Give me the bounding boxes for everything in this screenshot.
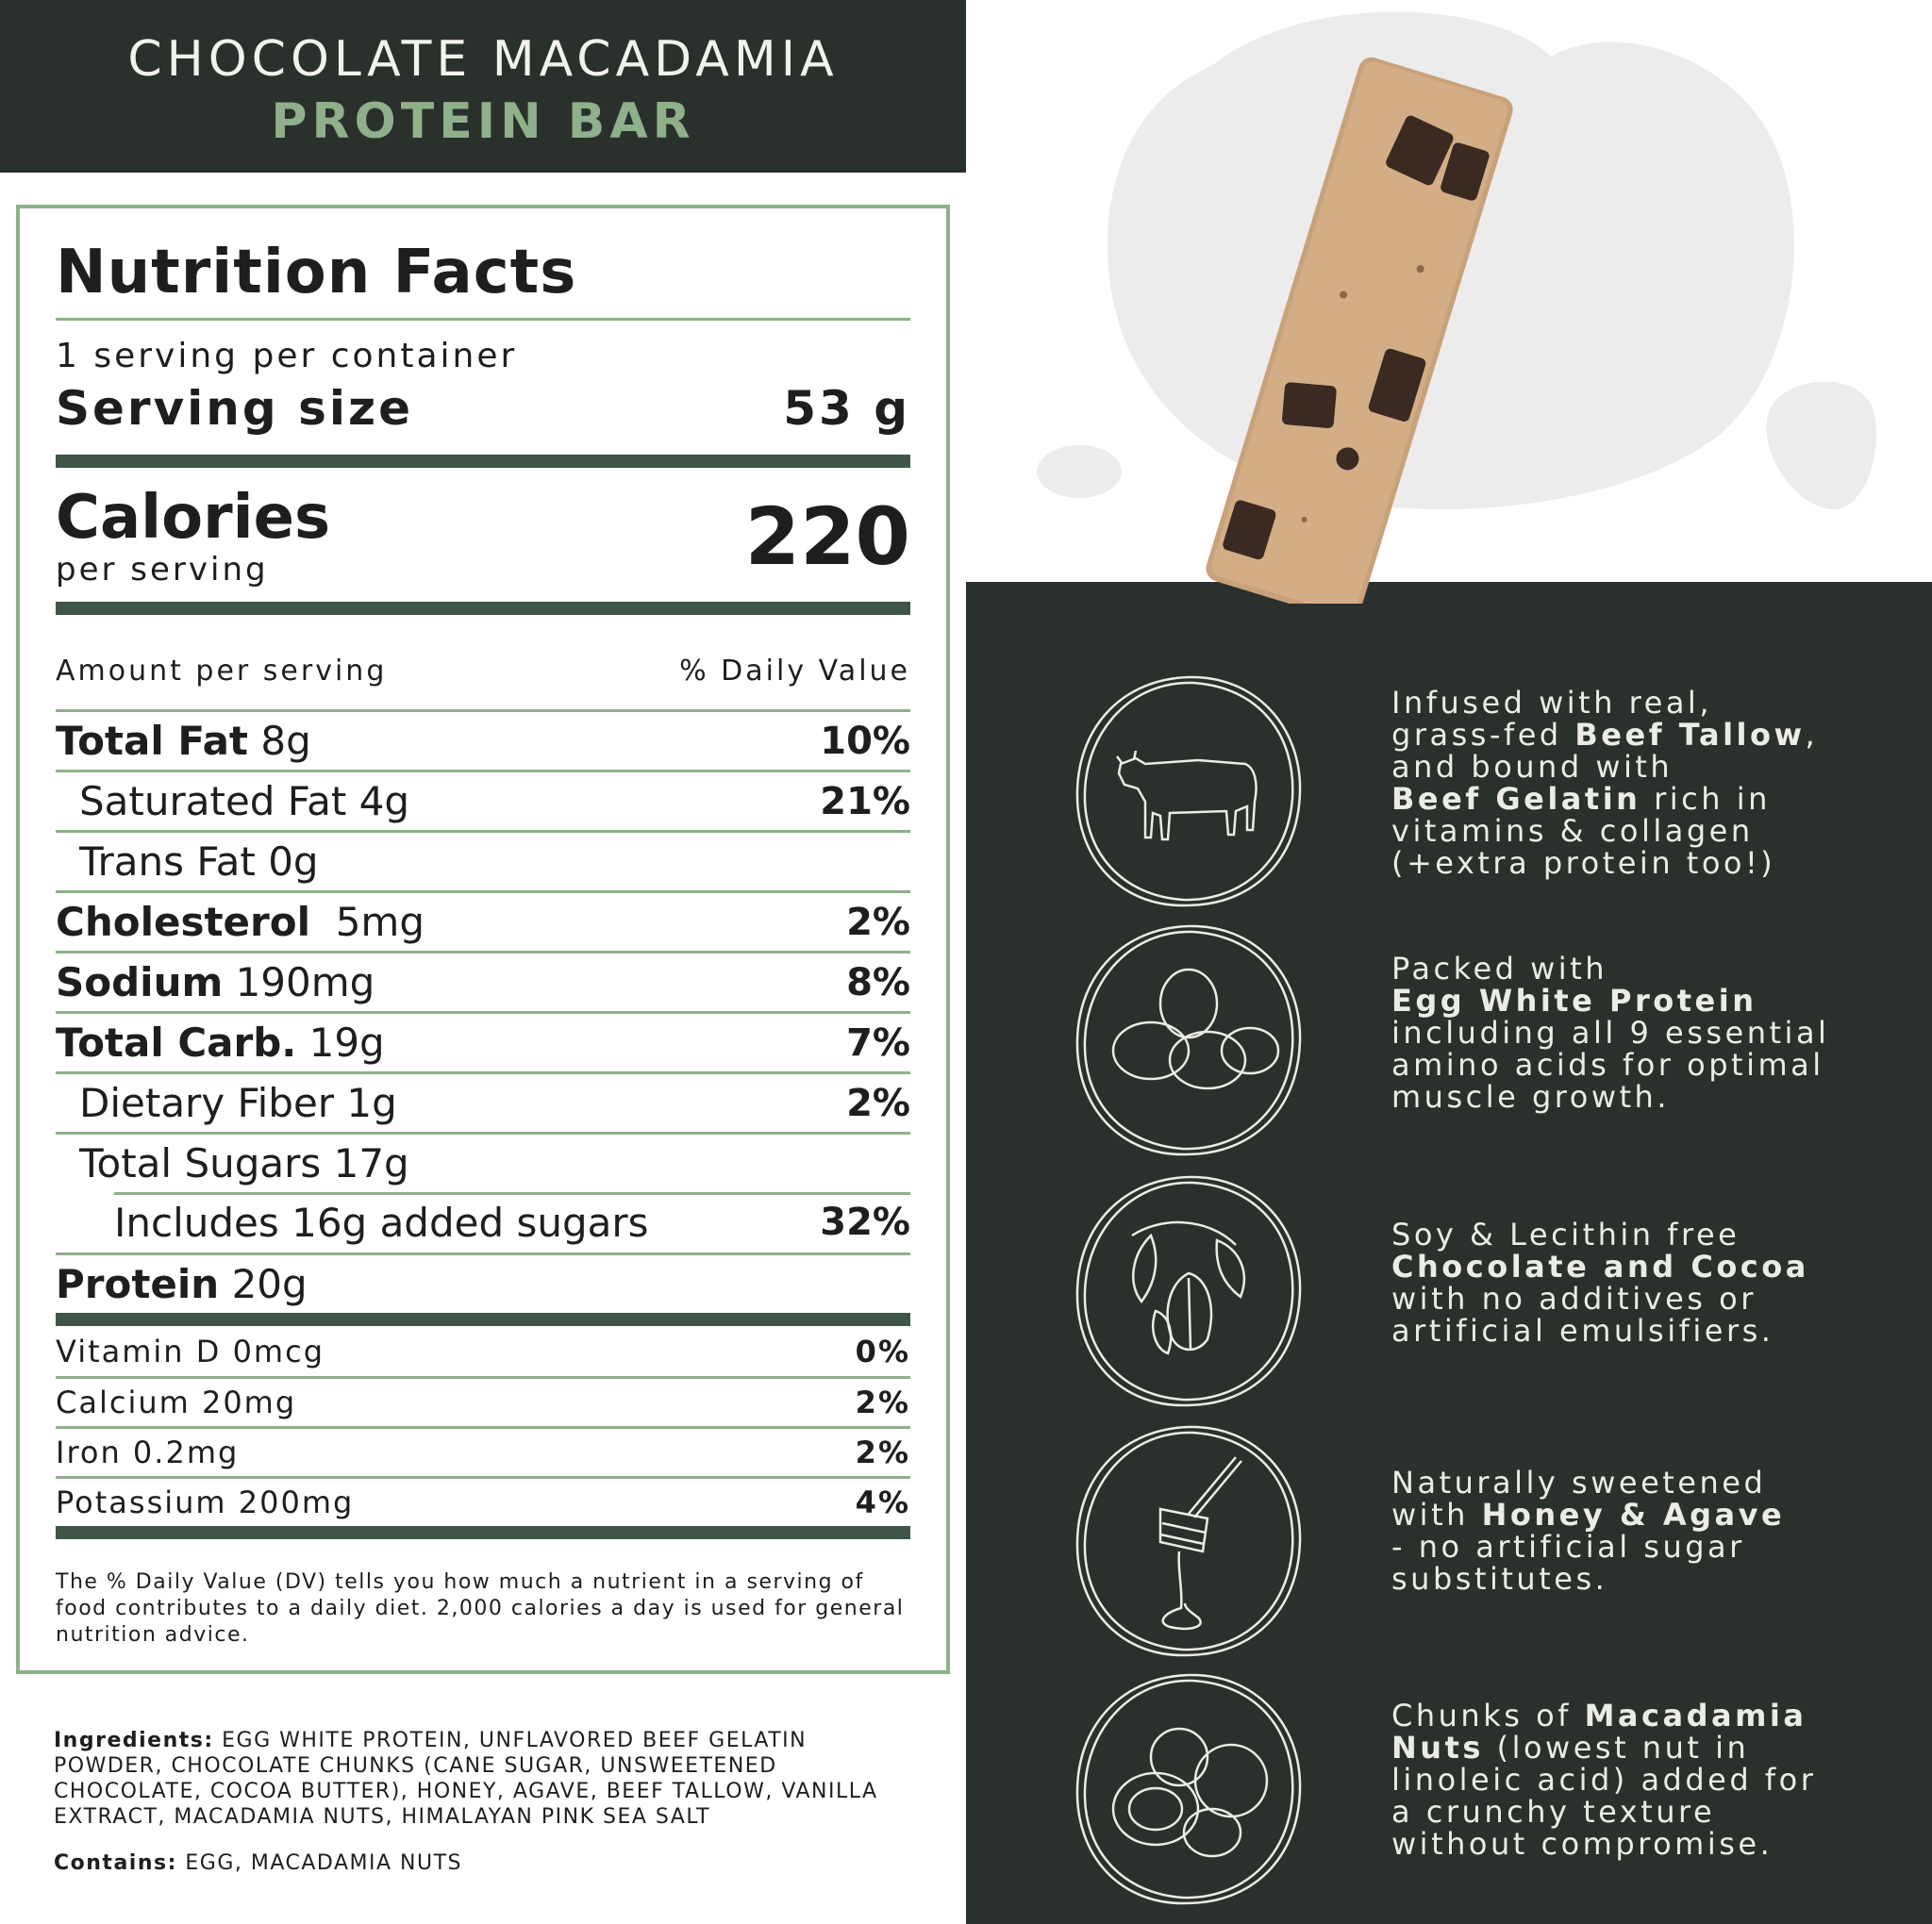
daily-value-footnote: The % Daily Value (DV) tells you how much a nutrient in a serving of food contributes to a daily diet. 2,000 calories a day is used for general nutrition advice. — [56, 1570, 905, 1647]
daily-value-header — [56, 615, 910, 709]
contains-text: EGG, MACADAMIA NUTS — [176, 1851, 463, 1875]
feature-line: and bound with — [1391, 749, 1674, 785]
macadamia-icon — [1066, 1667, 1311, 1913]
nutrient-row-cholesterol — [56, 890, 910, 951]
feature-line: without compromise. — [1391, 1826, 1774, 1862]
nutrient-dv: 7% — [846, 1020, 910, 1065]
vitamin-row — [56, 1476, 910, 1526]
nutrient-row-saturated-fat — [56, 770, 910, 830]
product-title: CHOCOLATE MACADAMIA — [127, 31, 839, 88]
ingredients-list — [54, 1728, 903, 1830]
cow-icon — [1066, 670, 1311, 915]
feature-line: vitamins & collagen — [1391, 813, 1754, 849]
nutrient-row-protein — [56, 1252, 910, 1313]
serving-size-value: 53 g — [783, 381, 910, 436]
feature-line: - no artificial sugar — [1391, 1529, 1745, 1565]
nutrient-amount: 19g — [296, 1020, 385, 1066]
feature-text-cocoa — [1391, 1219, 1901, 1347]
product-subtitle: PROTEIN BAR — [271, 93, 695, 150]
feature-line: Packed with — [1391, 951, 1608, 987]
nutrient-amount: 20g — [219, 1261, 308, 1307]
feature-line: linoleic acid) added for — [1391, 1762, 1817, 1798]
nutrient-amount: 5mg — [310, 899, 425, 945]
honey-dipper-icon — [1066, 1419, 1311, 1665]
calories-value: 220 — [744, 490, 910, 583]
allergen-contains — [54, 1850, 903, 1876]
title-banner — [0, 0, 966, 173]
serving-size-row — [56, 377, 910, 455]
serving-size-label: Serving size — [56, 381, 414, 436]
nutrient-name: Protein — [56, 1261, 220, 1307]
nutrient-dv: 32% — [820, 1201, 910, 1244]
vitamin-row — [56, 1326, 910, 1376]
feature-line: Infused with real, — [1391, 685, 1712, 721]
feature-line: with Honey & Agave — [1391, 1497, 1786, 1533]
nutrition-facts-panel — [16, 205, 950, 1674]
thick-divider — [56, 1526, 910, 1539]
vitamin-dv: 4% — [855, 1484, 910, 1520]
feature-line: amino acids for optimal — [1391, 1047, 1824, 1083]
nutrient-amount: Includes 16g added sugars — [114, 1199, 649, 1246]
nutrient-row-total-fat — [56, 709, 910, 770]
servings-per-container: 1 serving per container — [56, 337, 518, 375]
nutrient-row-total-carb — [56, 1011, 910, 1071]
feature-line: Naturally sweetened — [1391, 1465, 1767, 1501]
ingredients-label: Ingredients: — [54, 1729, 214, 1752]
feature-line: (+extra protein too!) — [1391, 845, 1776, 881]
vitamin-dv: 2% — [855, 1385, 910, 1420]
nutrient-row-dietary-fiber — [56, 1071, 910, 1132]
feature-line: Soy & Lecithin free — [1391, 1217, 1740, 1252]
nutrient-row-sodium — [56, 951, 910, 1011]
vitamin-amount: Vitamin D 0mcg — [56, 1333, 325, 1369]
nutrient-row-trans-fat — [56, 830, 910, 890]
calories-sub: per serving — [56, 551, 269, 589]
nutrient-dv: 2% — [846, 900, 910, 944]
nutrient-amount: Dietary Fiber 1g — [79, 1080, 397, 1126]
vitamin-amount: Potassium 200mg — [56, 1484, 355, 1520]
feature-line: substitutes. — [1391, 1561, 1608, 1597]
eggs-icon — [1066, 919, 1311, 1164]
nutrient-row-added-sugars — [56, 1192, 910, 1252]
vitamin-dv: 0% — [855, 1333, 910, 1369]
nutrient-amount: Trans Fat 0g — [79, 838, 319, 885]
nutrient-dv: 21% — [820, 779, 910, 823]
cacao-icon — [1066, 1169, 1311, 1415]
vitamin-row — [56, 1426, 910, 1476]
nutrient-name: Total Fat — [56, 718, 249, 764]
feature-line: with no additives or — [1391, 1281, 1757, 1317]
calories-label: Calories — [56, 483, 331, 553]
ingredients-text: EGG WHITE PROTEIN, UNFLAVORED BEEF GELATIN POWDER, CHOCOLATE CHUNKS (CANE SUGAR, UNSWEETENED CHOCOLATE, COCOA BUTTER), HONEY, AGAVE, BEEF TALLOW, VANILLA EXTRACT, MACADAMIA NUTS, HIMALAYAN PINK SEA SALT — [54, 1729, 878, 1829]
nutrient-amount: 190mg — [223, 959, 375, 1005]
vitamin-row — [56, 1376, 910, 1426]
nutrient-amount: 8g — [248, 718, 311, 764]
feature-text-egg — [1391, 953, 1901, 1113]
feature-line: Egg White Protein — [1391, 983, 1757, 1019]
nutrition-facts-title: Nutrition Facts — [56, 238, 577, 307]
nutrient-row-total-sugars — [56, 1132, 910, 1192]
nutrient-name: Total Carb. — [56, 1020, 297, 1066]
nutrient-dv: 2% — [846, 1081, 910, 1125]
thick-divider — [56, 455, 910, 468]
dv-header: % Daily Value — [679, 655, 910, 688]
vitamin-amount: Iron 0.2mg — [56, 1435, 240, 1470]
nutrient-name: Cholesterol — [56, 899, 310, 945]
amount-header: Amount per serving — [56, 655, 388, 688]
feature-text-beef — [1391, 687, 1901, 879]
feature-line: Beef Gelatin rich in — [1391, 781, 1771, 817]
feature-line: a crunchy texture — [1391, 1794, 1716, 1830]
vitamin-dv: 2% — [855, 1435, 910, 1470]
feature-line: Chocolate and Cocoa — [1391, 1249, 1809, 1285]
nutrient-dv: 8% — [846, 960, 910, 1004]
vitamin-amount: Calcium 20mg — [56, 1385, 297, 1420]
nutrient-amount: Total Sugars 17g — [79, 1140, 409, 1186]
feature-line: including all 9 essential — [1391, 1015, 1830, 1051]
thick-divider — [56, 602, 910, 615]
feature-line: muscle growth. — [1391, 1079, 1670, 1115]
nutrient-name: Sodium — [56, 959, 224, 1005]
contains-label: Contains: — [54, 1851, 177, 1875]
calories-row — [56, 468, 910, 602]
feature-line: Nuts (lowest nut in — [1391, 1730, 1750, 1766]
thick-divider — [56, 1313, 910, 1326]
protein-bar-photo — [966, 0, 1932, 604]
feature-text-macadamia — [1391, 1700, 1901, 1860]
nutrient-amount: Saturated Fat 4g — [79, 778, 410, 824]
feature-line: Chunks of Macadamia — [1391, 1698, 1807, 1733]
feature-line: artificial emulsifiers. — [1391, 1313, 1774, 1349]
feature-line: grass-fed Beef Tallow, — [1391, 717, 1819, 753]
nutrient-dv: 10% — [820, 719, 910, 763]
feature-text-honey — [1391, 1467, 1901, 1595]
